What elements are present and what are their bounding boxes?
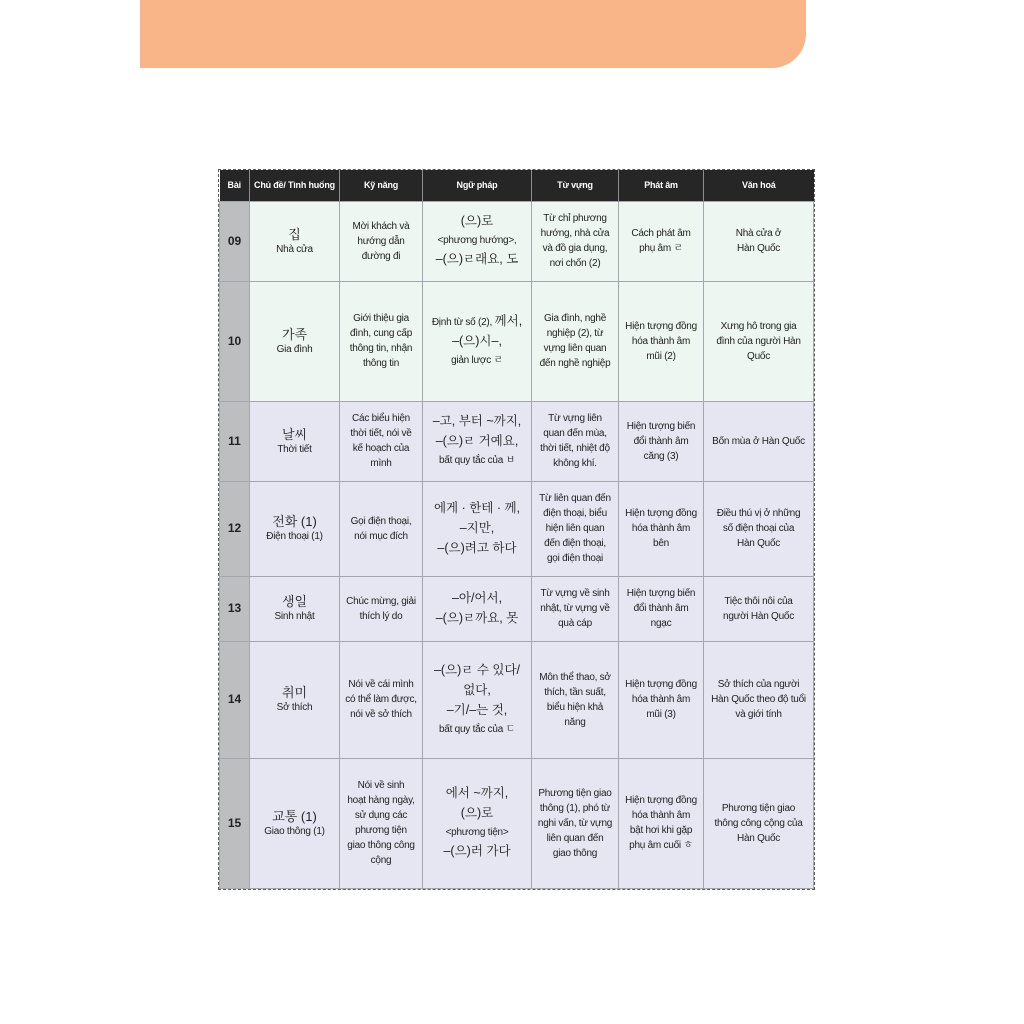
vocabulary-cell: [532, 758, 619, 888]
vocabulary-cell: [532, 401, 619, 481]
vocabulary-text: Từ vựng liên quan đến mùa, thời tiết, nhiệt độ không khí.: [540, 413, 610, 469]
topic-korean: 교통 (1): [272, 808, 317, 824]
culture-text: Phương tiện giao thông công cộng của Hàn Quốc: [714, 802, 803, 844]
lesson-number: 12: [220, 481, 250, 576]
pronunciation-text: Hiện tượng đồng hóa thành âm bật hơi khi gặp phụ âm cuối ㅎ: [625, 795, 697, 851]
grammar-line: [425, 721, 529, 739]
grammar-line: [425, 661, 529, 681]
column-header-lesson: Bài: [220, 170, 250, 201]
vocabulary-cell: [532, 281, 619, 401]
skills-cell: [340, 758, 423, 888]
grammar-cell: [423, 481, 532, 576]
vocabulary-text: Phương tiện giao thông (1), phó từ nghi vấn, từ vựng liên quan đến giao thông: [537, 787, 613, 859]
topic-vietnamese: Nhà cửa: [276, 243, 313, 255]
grammar-cell: [423, 401, 532, 481]
grammar-korean: –기/–는 것,: [446, 702, 508, 717]
topic-vietnamese: Giao thông (1): [264, 825, 325, 837]
culture-text: Bốn mùa ở Hàn Quốc: [712, 435, 805, 447]
vocabulary-cell: [532, 576, 619, 641]
culture-text: Điều thú vị ở những số điện thoại của Hàn Quốc: [716, 508, 801, 549]
topic-vietnamese: Sinh nhật: [274, 611, 315, 622]
pronunciation-text: Hiện tượng đồng hóa thành âm mũi (2): [625, 320, 697, 362]
pronunciation-cell: [619, 758, 704, 888]
grammar-cell: [423, 576, 532, 641]
culture-cell: [704, 281, 814, 401]
grammar-korean: –고, 부터 ~까지,: [432, 414, 522, 428]
top-banner: [140, 0, 806, 68]
table-row: [220, 201, 814, 281]
topic-vietnamese: Thời tiết: [277, 443, 312, 455]
lesson-number: 14: [220, 641, 250, 758]
table-row: [220, 481, 814, 576]
vocabulary-text: Môn thể thao, sở thích, tần suất, biểu hiện khả năng: [539, 671, 611, 728]
topic-korean: 가족: [281, 326, 308, 342]
grammar-vietnamese: <phương tiện>: [445, 827, 509, 838]
topic-cell: [250, 401, 340, 481]
column-header-culture: Văn hoá: [704, 170, 814, 201]
skills-cell: [340, 481, 423, 576]
lesson-number: 10: [220, 281, 250, 401]
column-header-pronunciation: Phát âm: [619, 170, 704, 201]
pronunciation-cell: [619, 401, 704, 481]
grammar-line: [425, 824, 529, 842]
pronunciation-cell: [619, 576, 704, 641]
topic-korean: 전화 (1): [272, 514, 317, 529]
grammar-line: [425, 681, 529, 701]
table-row: [220, 401, 814, 481]
column-header-topic: Chủ đề/ Tình huống: [250, 170, 340, 201]
table-row: [220, 758, 814, 888]
topic-vietnamese: Gia đình: [276, 343, 313, 355]
grammar-vietnamese: bất quy tắc của ㄷ: [438, 723, 515, 735]
skills-text: Các biểu hiện thời tiết, nói về kế hoạch của mình: [350, 413, 412, 469]
grammar-korean: –(으)러 가다: [443, 844, 511, 858]
column-header-grammar: Ngữ pháp: [423, 170, 532, 201]
grammar-korean: (으)로: [460, 806, 494, 820]
topic-korean: 날씨: [281, 426, 308, 442]
pronunciation-text: Cách phát âm phụ âm ㄹ: [631, 228, 691, 254]
grammar-cell: [423, 641, 532, 758]
vocabulary-cell: [532, 201, 619, 281]
pronunciation-cell: [619, 201, 704, 281]
grammar-korean: (으)로: [460, 214, 494, 228]
grammar-korean: –아/어서,: [451, 590, 503, 605]
skills-cell: [340, 401, 423, 481]
skills-text: Nói về cái mình có thể làm được, nói về sở thích: [345, 679, 417, 720]
grammar-line: [425, 519, 529, 539]
grammar-line: [425, 609, 529, 629]
grammar-cell: [423, 281, 532, 401]
grammar-vietnamese: Định từ số (2),: [431, 317, 495, 328]
grammar-vietnamese: <phương hướng>,: [437, 235, 517, 246]
grammar-line: [425, 589, 529, 609]
grammar-cell: [423, 201, 532, 281]
pronunciation-cell: [619, 481, 704, 576]
grammar-line: [425, 432, 529, 452]
table-body: [220, 201, 814, 888]
topic-korean: 집: [288, 226, 301, 242]
grammar-line: [425, 701, 529, 721]
grammar-line: [425, 539, 529, 559]
grammar-vietnamese: bất quy tắc của ㅂ: [438, 455, 515, 466]
culture-cell: [704, 758, 814, 888]
grammar-korean: 없다,: [463, 682, 491, 697]
grammar-korean: 에서 ~까지,: [445, 786, 509, 800]
grammar-line: [425, 452, 529, 470]
table-row: [220, 641, 814, 758]
grammar-line: [425, 212, 529, 232]
grammar-line: [425, 312, 529, 332]
culture-cell: [704, 576, 814, 641]
skills-text: Gọi điện thoại, nói mục đích: [350, 515, 412, 542]
lesson-number: 13: [220, 576, 250, 641]
culture-cell: [704, 201, 814, 281]
vocabulary-cell: [532, 481, 619, 576]
table-row: [220, 576, 814, 641]
topic-cell: [250, 481, 340, 576]
culture-text: Nhà cửa ở Hàn Quốc: [735, 228, 782, 254]
grammar-korean: –(으)ㄹ 수 있다/: [433, 662, 521, 677]
skills-text: Nói về sinh hoạt hàng ngày, sử dụng các phương tiện giao thông công cộng: [347, 780, 415, 866]
pronunciation-text: Hiện tượng đồng hóa thành âm mũi (3): [625, 679, 697, 720]
skills-cell: [340, 281, 423, 401]
grammar-cell: [423, 758, 532, 888]
grammar-korean: –(으)시–,: [452, 334, 502, 348]
vocabulary-text: Từ vựng về sinh nhật, từ vựng về quà cáp: [540, 588, 610, 629]
vocabulary-text: Gia đình, nghề nghiệp (2), từ vựng liên quan đến nghề nghiệp: [539, 313, 611, 369]
vocabulary-text: Từ liên quan đến điện thoại, biểu hiện liên quan đến điện thoại, gọi điện thoại: [539, 493, 611, 564]
table-header-row: [220, 170, 814, 201]
topic-cell: [250, 641, 340, 758]
lesson-number: 15: [220, 758, 250, 888]
pronunciation-text: Hiện tượng đồng hóa thành âm bên: [625, 508, 697, 549]
skills-text: Giới thiệu gia đình, cung cấp thông tin, nhận thông tin: [349, 313, 413, 369]
grammar-vietnamese: giản lược ㄹ: [451, 355, 503, 366]
column-header-skills: Kỹ năng: [340, 170, 423, 201]
table-row: [220, 281, 814, 401]
topic-korean: 취미: [281, 685, 308, 700]
skills-cell: [340, 576, 423, 641]
grammar-line: [425, 232, 529, 250]
grammar-line: [425, 842, 529, 862]
grammar-line: [425, 332, 529, 352]
pronunciation-cell: [619, 641, 704, 758]
culture-cell: [704, 481, 814, 576]
topic-vietnamese: Điện thoại (1): [266, 531, 323, 542]
grammar-line: [425, 804, 529, 824]
culture-cell: [704, 401, 814, 481]
skills-text: Chúc mừng, giải thích lý do: [346, 595, 416, 622]
topic-korean: 생일: [281, 594, 308, 609]
vocabulary-text: Từ chỉ phương hướng, nhà cửa và đồ gia dụng, nơi chốn (2): [540, 213, 610, 269]
grammar-korean: –(으)ㄹ 거예요,: [435, 434, 519, 448]
grammar-line: [425, 499, 529, 519]
grammar-korean: 에게 · 한테 · 께,: [433, 500, 521, 515]
lesson-number: 11: [220, 401, 250, 481]
topic-vietnamese: Sở thích: [276, 702, 313, 713]
skills-cell: [340, 201, 423, 281]
skills-text: Mời khách và hướng dẫn đường đi: [352, 220, 410, 262]
grammar-korean: –(으)ㄹ까요, 못: [435, 610, 519, 625]
topic-cell: [250, 576, 340, 641]
culture-text: Xưng hô trong gia đình của người Hàn Quốc: [716, 320, 801, 362]
culture-cell: [704, 641, 814, 758]
pronunciation-text: Hiện tượng biến đổi thành âm ngạc: [626, 588, 696, 629]
grammar-korean: –(으)려고 하다: [437, 540, 517, 555]
topic-cell: [250, 758, 340, 888]
culture-text: Tiệc thôi nôi của người Hàn Quốc: [723, 595, 794, 622]
grammar-line: [425, 250, 529, 270]
grammar-korean: –지만,: [459, 520, 495, 535]
pronunciation-cell: [619, 281, 704, 401]
topic-cell: [250, 281, 340, 401]
vocabulary-cell: [532, 641, 619, 758]
grammar-line: [425, 412, 529, 432]
grammar-line: [425, 784, 529, 804]
column-header-vocabulary: Từ vựng: [532, 170, 619, 201]
grammar-korean: –(으)ㄹ래요, 도: [435, 252, 519, 266]
lesson-number: 09: [220, 201, 250, 281]
grammar-korean: 께서,: [494, 314, 523, 328]
topic-cell: [250, 201, 340, 281]
pronunciation-text: Hiện tượng biến đổi thành âm căng (3): [626, 420, 696, 462]
curriculum-table: [219, 170, 814, 889]
skills-cell: [340, 641, 423, 758]
culture-text: Sở thích của người Hàn Quốc theo độ tuổi và giới tính: [711, 679, 806, 720]
grammar-line: [425, 352, 529, 370]
